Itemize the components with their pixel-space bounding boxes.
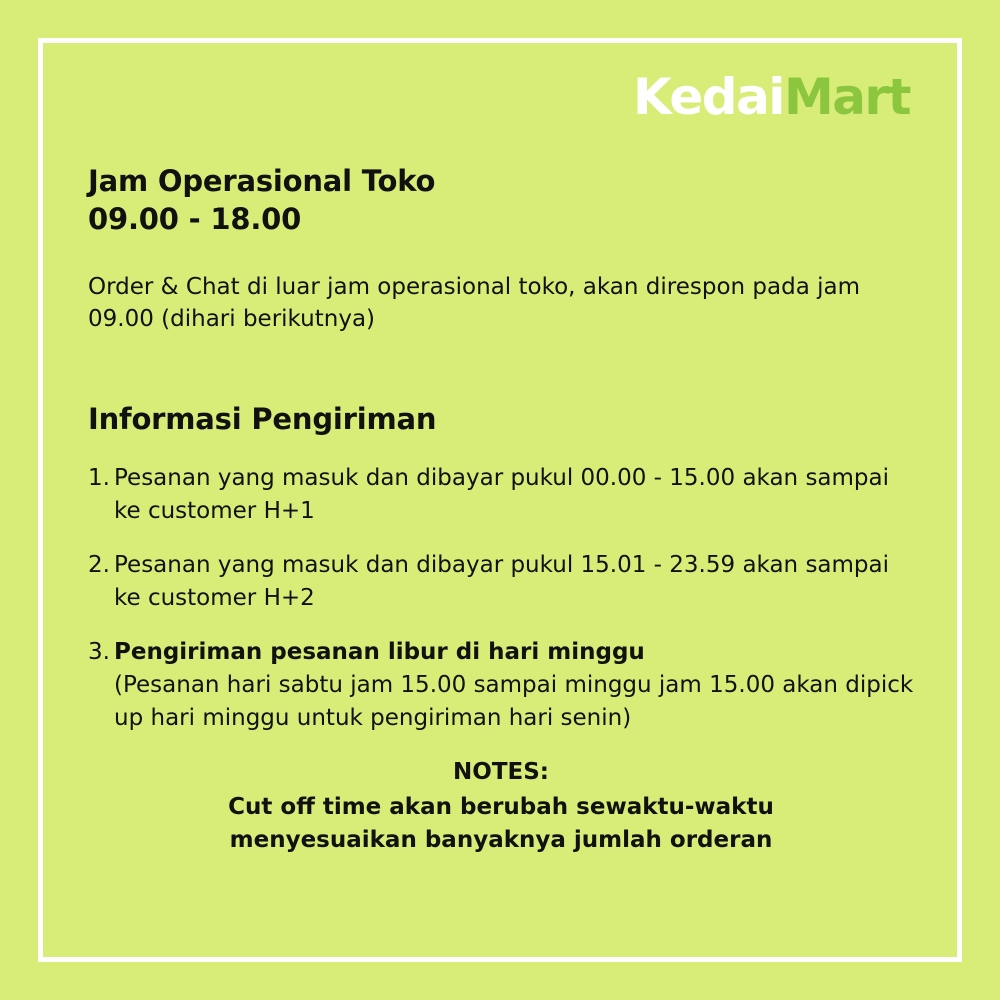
store-hours-note: Order & Chat di luar jam operasional toko, akan direspon pada jam 09.00 (dihari berikutnya)	[88, 273, 860, 333]
card-content	[38, 38, 962, 962]
list-item-number: 1.	[88, 464, 110, 491]
notes-block	[84, 756, 918, 856]
brand-name-part2: Mart	[783, 68, 910, 126]
list-item-text: Pesanan yang masuk dan dibayar pukul 15.01 - 23.59 akan sampai ke customer H+2	[114, 552, 890, 611]
store-hours-value: 09.00 - 18.00	[88, 202, 302, 237]
list-item-text: Pengiriman pesanan libur di hari minggu	[114, 639, 645, 666]
list-item-number: 2.	[88, 552, 110, 579]
shipping-info-list	[88, 462, 918, 735]
store-hours-title: Jam Operasional Toko	[88, 164, 436, 198]
notes-title: NOTES:	[453, 759, 549, 786]
list-item-text: Pesanan yang masuk dan dibayar pukul 00.00 - 15.00 akan sampai ke customer H+1	[114, 464, 890, 524]
list-item-subtext: (Pesanan hari sabtu jam 15.00 sampai minggu jam 15.00 akan dipick up hari minggu untuk pengiriman hari senin)	[114, 672, 914, 731]
store-hours-block	[88, 162, 918, 239]
list-item-number: 3.	[88, 639, 110, 666]
brand-name-part1: Kedai	[632, 68, 784, 126]
shipping-info-title: Informasi Pengiriman	[88, 401, 437, 436]
list-item	[88, 636, 918, 734]
notes-line-2: menyesuaikan banyaknya jumlah orderan	[229, 826, 773, 853]
list-item	[88, 549, 918, 614]
list-item	[88, 462, 918, 527]
brand-logo	[84, 56, 918, 126]
notes-line-1: Cut off time akan berubah sewaktu-waktu	[228, 794, 774, 821]
